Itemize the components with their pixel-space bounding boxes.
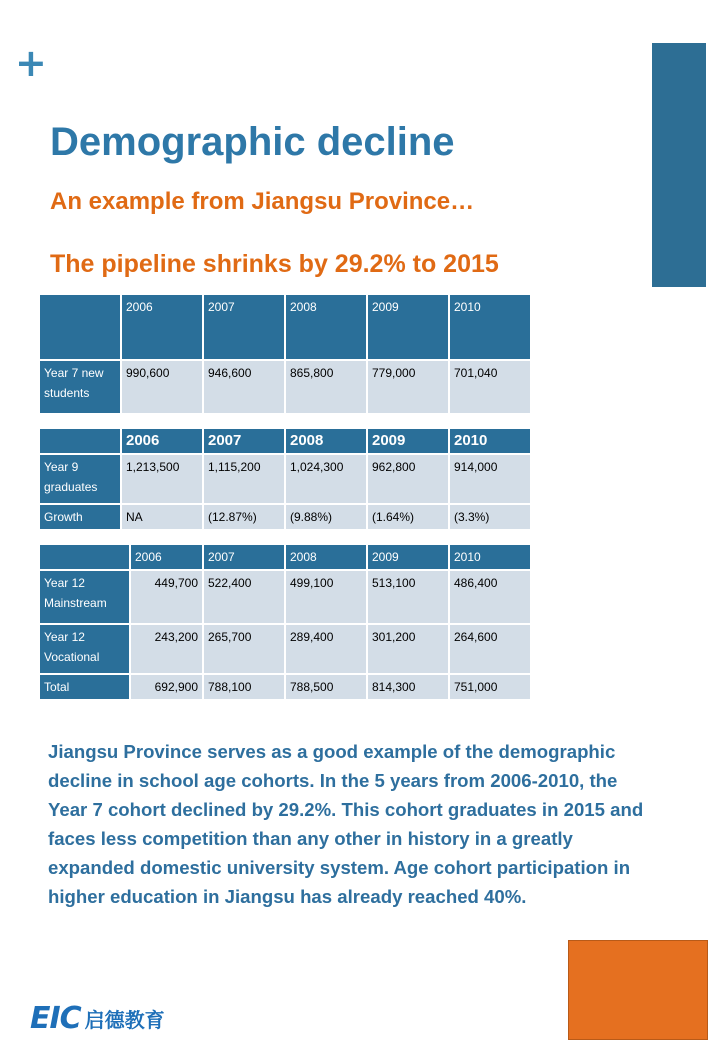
page-title: Demographic decline <box>50 120 455 164</box>
table-cell: 513,100 <box>368 571 448 623</box>
year-header: 2008 <box>286 545 366 569</box>
table-cell: 946,600 <box>204 361 284 413</box>
table-cell: 788,100 <box>204 675 284 699</box>
table-row <box>40 675 530 699</box>
year-header: 2010 <box>450 295 530 359</box>
table-cell: 449,700 <box>131 571 202 623</box>
table-cell: 701,040 <box>450 361 530 413</box>
table-cell: (3.3%) <box>450 505 530 529</box>
year-header: 2007 <box>204 429 284 453</box>
table-header-row <box>40 545 530 569</box>
table-row <box>40 571 530 623</box>
logo-chinese-text: 启德教育 <box>84 1007 165 1032</box>
year-header: 2008 <box>286 429 366 453</box>
year-header: 2010 <box>450 545 530 569</box>
row-label: Total <box>40 675 129 699</box>
table-cell: (1.64%) <box>368 505 448 529</box>
pipeline-heading: The pipeline shrinks by 29.2% to 2015 <box>50 250 499 278</box>
year-header: 2010 <box>450 429 530 453</box>
year-header: 2009 <box>368 429 448 453</box>
table-row <box>40 455 530 503</box>
year-header: 2007 <box>204 295 284 359</box>
table-cell: 301,200 <box>368 625 448 673</box>
row-label: Year 9 graduates <box>40 455 120 503</box>
year-header: 2007 <box>204 545 284 569</box>
year12-table <box>38 543 532 701</box>
row-label: Growth <box>40 505 120 529</box>
table-corner-cell <box>40 295 120 359</box>
year-header: 2009 <box>368 545 448 569</box>
table-cell: 914,000 <box>450 455 530 503</box>
table-cell: 865,800 <box>286 361 366 413</box>
orange-accent-box <box>568 940 708 1040</box>
plus-icon: + <box>15 41 47 85</box>
table-corner-cell <box>40 545 129 569</box>
eic-logo <box>30 998 165 1038</box>
table-cell: 779,000 <box>368 361 448 413</box>
row-label: Year 12 Mainstream <box>40 571 129 623</box>
table-cell: 289,400 <box>286 625 366 673</box>
table-cell: 962,800 <box>368 455 448 503</box>
table-cell: 499,100 <box>286 571 366 623</box>
year7-table <box>38 293 532 415</box>
page-subtitle: An example from Jiangsu Province… <box>50 188 475 215</box>
table-row <box>40 361 530 413</box>
table-cell: 522,400 <box>204 571 284 623</box>
logo-latin-text: EIC <box>30 1000 81 1036</box>
year9-table <box>38 427 532 531</box>
table-cell: 788,500 <box>286 675 366 699</box>
year-header: 2006 <box>122 295 202 359</box>
year-header: 2008 <box>286 295 366 359</box>
table-corner-cell <box>40 429 120 453</box>
table-header-row <box>40 295 530 359</box>
table-cell: 692,900 <box>131 675 202 699</box>
table-cell: 486,400 <box>450 571 530 623</box>
table-cell: 1,213,500 <box>122 455 202 503</box>
year-header: 2006 <box>131 545 202 569</box>
year-header: 2009 <box>368 295 448 359</box>
table-cell: 243,200 <box>131 625 202 673</box>
body-paragraph: Jiangsu Province serves as a good example of the demographic decline in school age cohorts. In the 5 years from 2006-2010, the Year 7 cohort declined by 29.2%. This cohort graduates in 2015 and faces less competition than any other in history in a greatly expanded domestic university system. Age cohort participation in higher education in Jiangsu has already reached 40%. <box>48 741 644 907</box>
table-cell: 814,300 <box>368 675 448 699</box>
table-cell: (12.87%) <box>204 505 284 529</box>
table-header-row <box>40 429 530 453</box>
table-cell: NA <box>122 505 202 529</box>
table-cell: (9.88%) <box>286 505 366 529</box>
accent-bar <box>652 43 706 287</box>
table-cell: 265,700 <box>204 625 284 673</box>
year-header: 2006 <box>122 429 202 453</box>
table-cell: 264,600 <box>450 625 530 673</box>
table-cell: 1,115,200 <box>204 455 284 503</box>
table-cell: 751,000 <box>450 675 530 699</box>
table-row <box>40 625 530 673</box>
row-label: Year 7 new students <box>40 361 120 413</box>
row-label: Year 12 Vocational <box>40 625 129 673</box>
table-cell: 990,600 <box>122 361 202 413</box>
table-row <box>40 505 530 529</box>
table-cell: 1,024,300 <box>286 455 366 503</box>
